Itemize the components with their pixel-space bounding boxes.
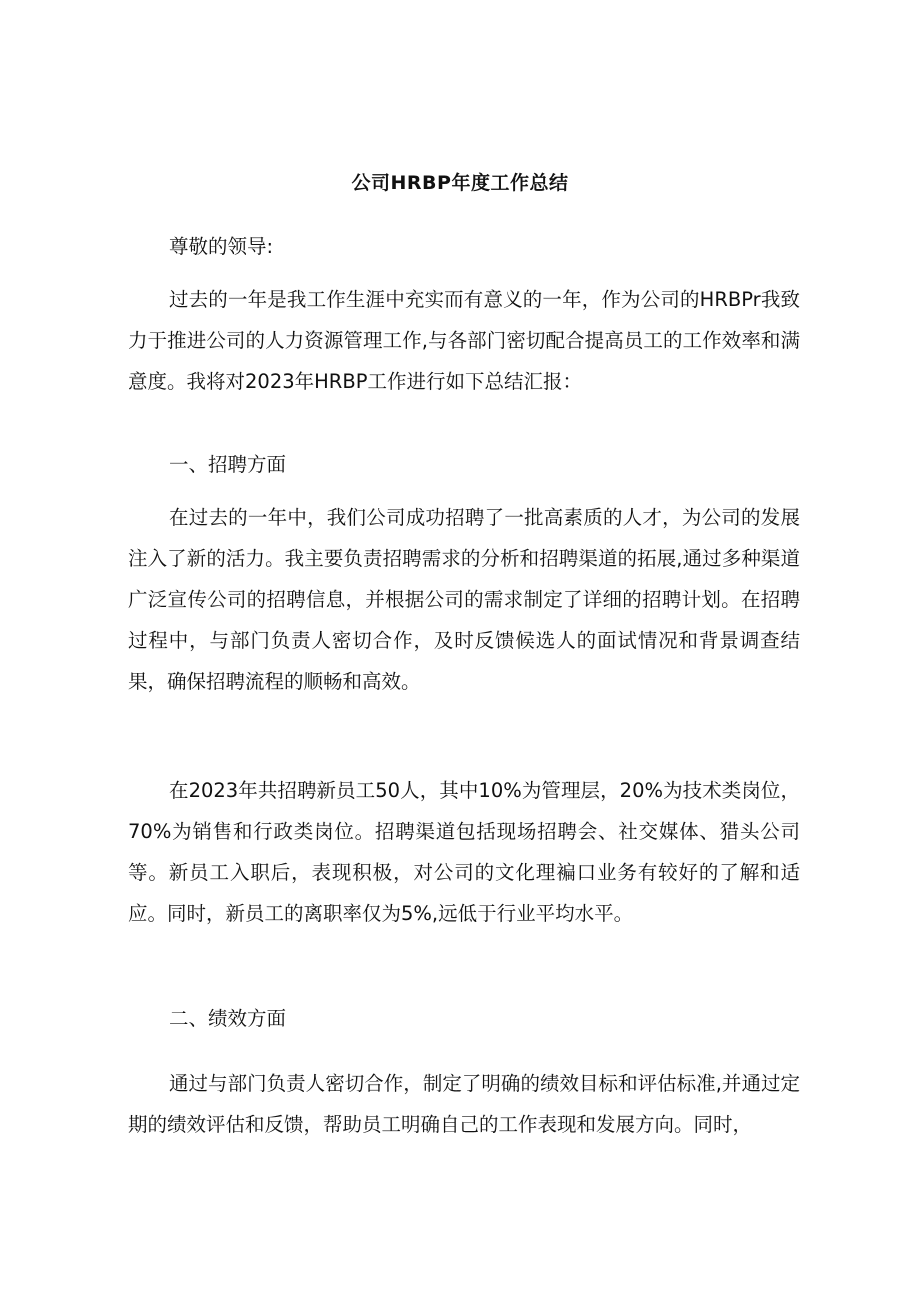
salutation: 尊敬的领导: [169,235,274,258]
recruitment-paragraph-1: 在过去的一年中，我们公司成功招聘了一批高素质的人才，为公司的发展注入了新的活力。我主要负责招聘需求的分析和招聘渠道的拓展,通过多种渠道广泛宣传公司的招聘信息，并根据公司的需求制定了详细的招聘计划。在招聘过程中，与部门负责人密切合作，及时反馈候选人的面试情况和背景调查结果，确保招聘流程的顺畅和高效。 [128,506,800,693]
recruitment-paragraph-2: 在2023年共招聘新员工50人，其中10%为管理层，20%为技术类岗位，70%为销售和行政类岗位。招聘渠道包括现场招聘会、社交媒体、猎头公司等。新员工入职后，表现积极，对公司的文化理褊口业务有较好的了解和适应。同时，新员工的离职率仅为5%,远低于行业平均水平。 [128,779,800,925]
intro-paragraph: 过去的一年是我工作生涯中充实而有意义的一年，作为公司的HRBPr我致力于推进公司的人力资源管理工作,与各部门密切配合提高员工的工作效率和满意度。我将对2023年HRBP工作进行如下总结汇报： [128,288,800,393]
section-heading-recruitment: 一、招聘方面 [169,453,287,476]
document-title: 公司HRBP年度工作总结 [351,172,569,194]
section-heading-performance: 二、绩效方面 [169,1007,287,1030]
performance-paragraph-1: 通过与部门负责人密切合作，制定了明确的绩效目标和评估标准,并通过定期的绩效评估和反馈，帮助员工明确自己的工作表现和发展方向。同时， [128,1072,800,1136]
